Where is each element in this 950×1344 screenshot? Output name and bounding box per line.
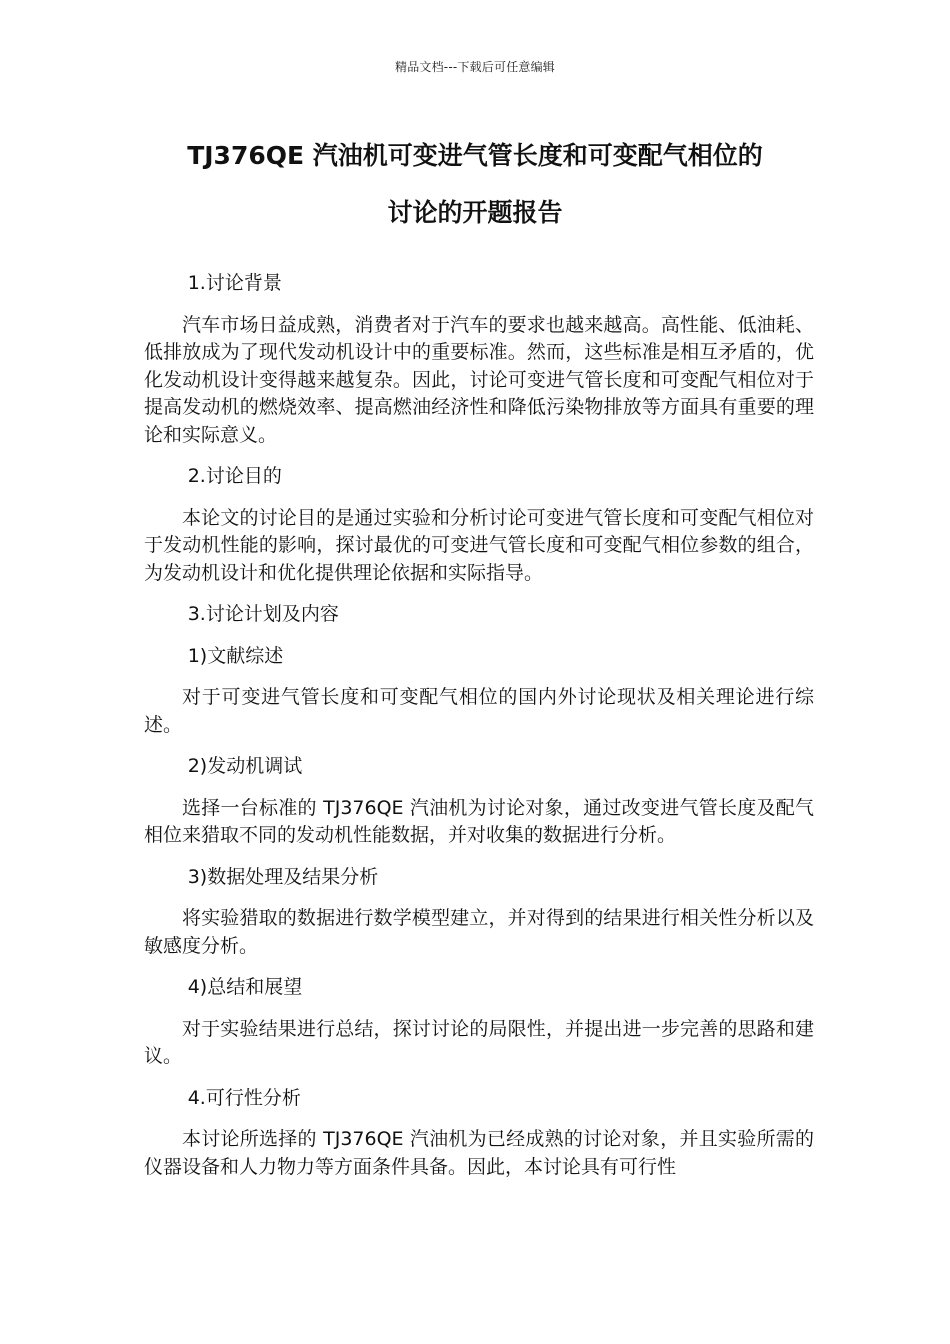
section-heading: 4.可行性分析 — [187, 1086, 301, 1109]
section-heading: 2.讨论目的 — [187, 465, 282, 487]
body-paragraph: 本讨论所选择的 TJ376QE 汽油机为已经成熟的讨论对象，并且实验所需的仪器设备和人力物力等方面条件具备。因此，本讨论具有可行性 — [144, 1128, 814, 1178]
body-paragraph: 选择一台标准的 TJ376QE 汽油机为讨论对象，通过改变进气管长度及配气相位来猎取不同的发动机性能数据，并对收集的数据进行分析。 — [144, 796, 814, 846]
body-paragraph: 对于可变进气管长度和可变配气相位的国内外讨论现状及相关理论进行综述。 — [144, 686, 814, 736]
header-note: 精品文档---下载后可任意编辑 — [395, 60, 555, 74]
document-title-line-1: TJ376QE 汽油机可变进气管长度和可变配气相位的 — [187, 141, 763, 170]
body-paragraph: 本论文的讨论目的是通过实验和分析讨论可变进气管长度和可变配气相位对于发动机性能的影响，探讨最优的可变进气管长度和可变配气相位参数的组合，为发动机设计和优化提供理论依据和实际指导。 — [144, 506, 814, 584]
section-heading: 3.讨论计划及内容 — [187, 603, 339, 625]
document-title-line-2: 讨论的开题报告 — [387, 198, 563, 227]
subsection-heading: 2)发动机调试 — [187, 755, 303, 777]
subsection-heading: 4)总结和展望 — [187, 976, 303, 998]
document-body — [144, 270, 814, 1195]
body-paragraph: 汽车市场日益成熟，消费者对于汽车的要求也越来越高。高性能、低油耗、低排放成为了现代发动机设计中的重要标准。然而，这些标准是相互矛盾的，优化发动机设计变得越来越复杂。因此，讨论可变进气管长度和可变配气相位对于提高发动机的燃烧效率、提高燃油经济性和降低污染物排放等方面具有重要的理论和实际意义。 — [144, 313, 814, 446]
subsection-heading: 1)文献综述 — [187, 644, 284, 667]
body-paragraph: 将实验猎取的数据进行数学模型建立，并对得到的结果进行相关性分析以及敏感度分析。 — [144, 907, 814, 957]
section-heading: 1.讨论背景 — [187, 272, 282, 294]
subsection-heading: 3)数据处理及结果分析 — [187, 865, 379, 888]
body-paragraph: 对于实验结果进行总结，探讨讨论的局限性，并提出进一步完善的思路和建议。 — [144, 1017, 814, 1067]
